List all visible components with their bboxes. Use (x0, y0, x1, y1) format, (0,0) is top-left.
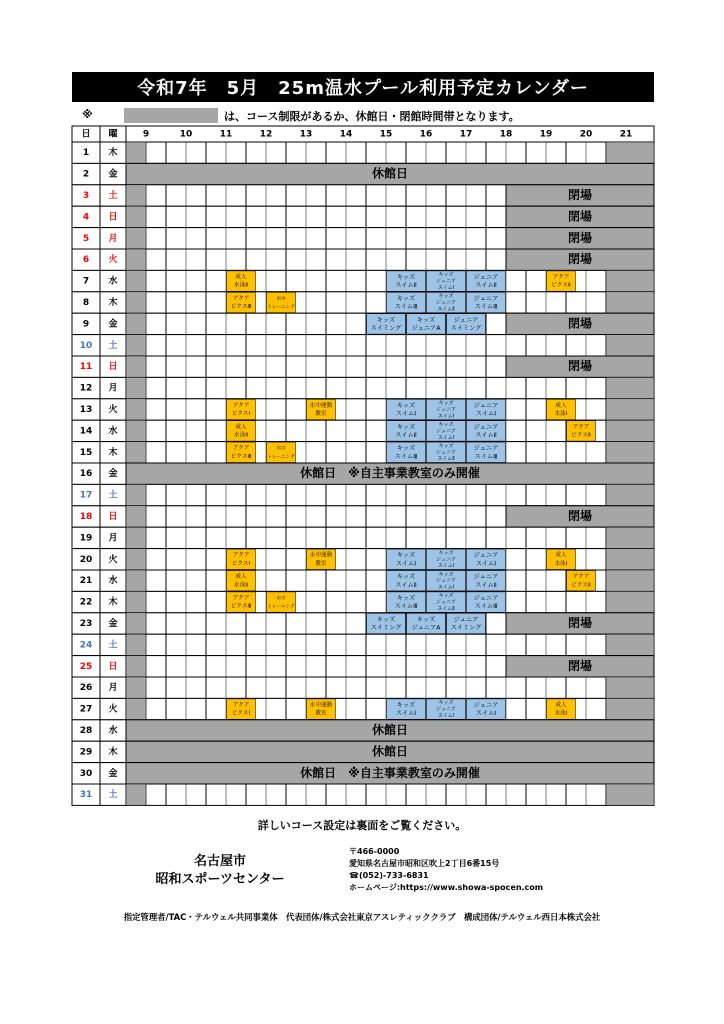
class-label: ジュニア (473, 274, 499, 281)
calendar-row (72, 591, 654, 612)
class-label: スイムⅡ (475, 581, 497, 589)
weekday-label: 月 (108, 533, 118, 544)
class-label: 成人 (235, 574, 247, 581)
closed-day-label: 休館日 (371, 744, 409, 759)
closed-day-label: 休館日 ※自主事業教室のみ開催 (300, 466, 480, 481)
class-label: スイムⅡ (437, 606, 455, 612)
calendar-row (72, 377, 654, 398)
weekday-label: 土 (108, 191, 118, 201)
day-number: 10 (79, 340, 93, 351)
day-number: 29 (79, 747, 93, 758)
homepage-link[interactable]: ホームページ:https://www.showa-spocen.com (349, 883, 544, 892)
class-label: 水泳Ⅱ (234, 432, 248, 439)
weekday-label: 土 (108, 340, 118, 351)
class-label: スイムⅠ (437, 563, 455, 570)
header-hour: 14 (339, 129, 353, 140)
day-number: 25 (79, 661, 93, 672)
weekday-label: 日 (108, 362, 118, 373)
class-label: 成人 (555, 402, 567, 409)
class-label: トレーニング (267, 454, 295, 460)
class-label: 成人 (235, 424, 247, 431)
class-label: ジュニアA (411, 624, 441, 632)
class-label: ジュニア (453, 316, 479, 324)
weekday-label: 木 (108, 447, 118, 458)
header-hour: 13 (299, 129, 313, 140)
closed-day-label: 休館日 ※自主事業教室のみ開催 (300, 765, 480, 780)
class-label: スイムⅠ (395, 410, 417, 418)
header-row (72, 126, 654, 142)
class-label: キッズ (396, 402, 416, 410)
class-label: ジュニア (436, 578, 456, 585)
class-label: スイミング (370, 624, 402, 632)
class-label: キッズ (438, 550, 454, 557)
address-block (349, 846, 543, 894)
calendar-row (72, 677, 654, 698)
weekday-label: 金 (108, 469, 118, 480)
header-weekday: 曜 (108, 129, 118, 140)
evening-closed-label: 閉場 (567, 188, 593, 202)
weekday-label: 日 (108, 512, 118, 522)
class-label: アクア (572, 424, 590, 431)
day-number: 13 (79, 405, 93, 415)
class-label: キッズ (396, 595, 416, 602)
day-number: 23 (79, 619, 93, 629)
weekday-label: 火 (108, 255, 118, 266)
class-label: アクア (572, 574, 590, 581)
class-label: ビクスⅠ (231, 411, 251, 418)
restricted-slot (606, 527, 654, 548)
street-address: 愛知県名古屋市昭和区吹上2丁目6番15号 (349, 859, 500, 868)
weekday-label: 火 (108, 704, 118, 715)
class-label: スイムⅠ (395, 560, 417, 568)
class-label: アクア (232, 295, 250, 302)
day-number: 18 (79, 512, 93, 522)
class-label: ジュニア (453, 616, 479, 624)
class-label: 水泳Ⅰ (554, 710, 568, 717)
class-label: スイムⅠ (437, 584, 455, 591)
calendar-row (72, 527, 654, 548)
class-label: ジュニア (473, 423, 499, 431)
class-label: アクア (232, 595, 250, 602)
restricted-slot (606, 292, 654, 313)
class-label: スイムⅡ (395, 581, 417, 589)
restricted-slot (126, 634, 146, 655)
class-label: 水中運動 (309, 552, 333, 559)
restricted-slot (126, 570, 146, 591)
class-label: ビクスⅢ (230, 304, 252, 311)
class-label: キッズ (396, 274, 416, 281)
day-number: 3 (82, 191, 90, 201)
class-label: スイムⅡ (395, 432, 417, 439)
class-label: スイムⅡ (395, 282, 417, 290)
weekday-label: 木 (108, 597, 118, 608)
calendar-row (72, 634, 654, 655)
restricted-slot (606, 698, 654, 719)
restricted-slot (126, 677, 146, 698)
evening-closed-label: 閉場 (567, 316, 593, 331)
weekday-label: 月 (108, 383, 118, 394)
restricted-slot (606, 634, 654, 655)
class-label: スイミング (450, 325, 482, 332)
class-label: アクア (232, 402, 250, 409)
restricted-slot (606, 399, 654, 420)
day-number: 2 (82, 169, 90, 180)
weekday-label: 日 (108, 661, 118, 672)
evening-closed-label: 閉場 (567, 658, 593, 673)
class-label: スイミング (370, 325, 402, 332)
calendar-row (72, 442, 654, 463)
day-number: 4 (82, 212, 90, 223)
class-label: アクア (232, 445, 250, 452)
header-day: 日 (81, 129, 91, 140)
class-label: キッズ (376, 316, 396, 324)
calendar-row (72, 335, 654, 356)
day-number: 17 (79, 490, 93, 501)
class-label: キッズ (438, 571, 454, 578)
class-label: アクア (552, 274, 570, 281)
restricted-slot (606, 335, 654, 356)
weekday-label: 木 (108, 148, 118, 159)
weekday-label: 火 (108, 405, 118, 415)
class-label: キッズ (396, 423, 416, 431)
evening-closed-label: 閉場 (567, 616, 593, 630)
class-label: 水中運動 (309, 402, 333, 409)
footnote: 詳しいコース設定は裏面をご覧ください。 (257, 819, 467, 832)
class-label: ジュニア (436, 706, 456, 713)
class-label: アクア (232, 702, 250, 709)
class-label: ビクスⅠ (231, 560, 251, 567)
day-number: 31 (79, 790, 93, 801)
restricted-slot (126, 335, 146, 356)
weekday-label: 金 (108, 319, 118, 330)
weekday-label: 土 (108, 790, 118, 801)
weekday-label: 金 (108, 169, 118, 180)
org-facility: 昭和スポーツセンター (155, 872, 285, 887)
class-label: ジュニア (473, 573, 499, 581)
class-label: キッズ (438, 443, 454, 450)
weekday-label: 月 (108, 683, 118, 694)
class-label: 水泳Ⅱ (234, 582, 248, 589)
restricted-slot (606, 570, 654, 591)
restricted-slot (126, 506, 146, 527)
restricted-slot (126, 420, 146, 441)
class-label: 教室 (315, 411, 327, 418)
page-title: 令和7年 5月 25m温水プール利用予定カレンダー (72, 72, 654, 102)
class-label: スイムⅡ (475, 432, 497, 439)
calendar-row (72, 484, 654, 505)
day-number: 1 (82, 148, 90, 159)
day-number: 12 (79, 383, 93, 394)
closed-day-label: 休館日 (371, 723, 409, 737)
class-label: ジュニア (473, 402, 499, 410)
management-credits: 指定管理者/TAC・テルウェル共同事業体 代表団体/株式会社東京アスレティッククラブ 構成団体/テルウェル西日本株式会社 (123, 912, 601, 922)
day-number: 14 (79, 426, 93, 437)
class-label: ビクスⅡ (551, 282, 571, 289)
class-label: 水中運動 (309, 702, 333, 709)
class-label: ビクスⅡ (571, 432, 591, 439)
restricted-slot (126, 784, 146, 805)
restricted-slot (606, 442, 654, 463)
restricted-slot (126, 292, 146, 313)
restricted-slot (126, 185, 146, 206)
day-number: 8 (82, 298, 90, 308)
weekday-label: 水 (108, 576, 118, 587)
day-number: 9 (82, 319, 90, 330)
restricted-slot (126, 442, 146, 463)
header-hour: 12 (259, 129, 273, 140)
header-hour: 9 (142, 129, 150, 140)
class-label: ジュニア (436, 278, 456, 285)
class-label: キッズ (416, 316, 436, 324)
class-label: ジュニア (473, 595, 499, 602)
class-label: キッズ (396, 295, 416, 303)
weekday-label: 土 (108, 640, 118, 651)
day-number: 26 (79, 683, 93, 694)
class-label: スイムⅠ (437, 434, 455, 441)
class-label: ジュニア (436, 449, 456, 456)
class-label: スイムⅠ (437, 413, 455, 420)
class-label: ジュニア (436, 300, 456, 306)
class-label: スイミング (450, 624, 482, 632)
note-mark: ※ (82, 108, 93, 121)
class-label: ジュニア (473, 702, 499, 709)
phone-number: ☎(052)-733-6831 (349, 871, 429, 880)
header-hour: 21 (619, 129, 633, 140)
day-number: 21 (79, 576, 93, 587)
class-label: スイムⅠ (475, 410, 497, 418)
class-label: キッズ (396, 573, 416, 581)
class-label: スイムⅠ (475, 710, 497, 718)
class-label: 教室 (315, 560, 327, 567)
organization-name (130, 853, 310, 889)
restricted-slot (126, 356, 146, 377)
evening-closed-label: 閉場 (567, 230, 593, 245)
weekday-label: 火 (108, 554, 118, 565)
day-number: 11 (79, 362, 93, 373)
day-number: 28 (79, 726, 93, 736)
restricted-slot (126, 484, 146, 505)
header-hour: 17 (459, 129, 473, 140)
class-label: ビクスⅡ (571, 582, 591, 589)
class-label: ビクスⅢ (230, 453, 252, 460)
header-hour: 10 (179, 129, 193, 140)
restricted-slot (126, 399, 146, 420)
calendar-row (72, 142, 654, 163)
class-label: スイムⅢ (474, 303, 498, 311)
restricted-slot (606, 549, 654, 570)
evening-closed-label: 閉場 (567, 209, 593, 224)
calendar-row (72, 292, 654, 313)
class-label: スイムⅠ (437, 713, 455, 719)
class-label: キッズ (396, 702, 416, 709)
day-number: 15 (79, 447, 93, 458)
class-label: キッズ (438, 422, 454, 428)
class-label: 水泳Ⅰ (554, 411, 568, 418)
class-label: キッズ (438, 272, 454, 279)
restricted-slot (126, 270, 146, 291)
header-hour: 18 (499, 129, 513, 140)
class-label: 成人 (555, 702, 567, 709)
class-label: ジュニア (473, 295, 499, 303)
class-label: キッズ (438, 293, 454, 300)
restricted-slot (606, 377, 654, 398)
class-label: ビクスⅠ (231, 710, 251, 717)
class-label: 成人 (235, 274, 247, 281)
day-number: 24 (79, 640, 93, 651)
class-label: 成人 (555, 552, 567, 559)
class-label: ジュニア (436, 407, 456, 413)
day-number: 5 (82, 233, 90, 244)
weekday-label: 金 (108, 768, 118, 779)
restricted-slot (606, 591, 654, 612)
class-label: スイムⅠ (395, 710, 417, 718)
class-label: アクア (232, 552, 250, 559)
day-number: 22 (79, 597, 93, 608)
class-label: スイムⅡ (437, 306, 455, 313)
weekday-label: 月 (108, 233, 118, 244)
day-number: 19 (79, 533, 93, 544)
evening-closed-label: 閉場 (567, 509, 593, 523)
class-label: トレーニング (267, 604, 295, 610)
restricted-slot (126, 249, 146, 270)
class-label: ジュニア (473, 552, 499, 560)
note-text: は、コース制限があるか、休館日・閉館時間帯となります。 (224, 110, 520, 123)
class-label: トレーニング (267, 305, 295, 311)
class-label: キッズ (396, 552, 416, 560)
class-label: キッズ (438, 593, 454, 600)
weekday-label: 金 (108, 619, 118, 629)
header-hour: 15 (379, 129, 393, 140)
restricted-slot (126, 549, 146, 570)
weekday-label: 木 (108, 747, 118, 758)
class-label: ジュニアA (411, 325, 441, 332)
header-hour: 20 (579, 129, 593, 140)
weekday-label: 水 (108, 426, 118, 437)
header-hour: 11 (219, 129, 233, 140)
closed-day-label: 休館日 (371, 166, 409, 181)
restricted-slot (126, 613, 146, 634)
day-number: 7 (82, 276, 90, 287)
class-label: ジュニア (473, 445, 499, 453)
class-label: スイムⅢ (394, 303, 418, 311)
class-label: ビクスⅢ (230, 603, 252, 610)
restricted-slot (606, 677, 654, 698)
restricted-slot (126, 656, 146, 677)
restricted-slot (126, 228, 146, 249)
evening-closed-label: 閉場 (567, 359, 593, 374)
day-number: 6 (82, 255, 90, 266)
class-label: キッズ (396, 445, 416, 453)
class-label: スイムⅡ (475, 282, 497, 290)
restricted-slot (606, 484, 654, 505)
calendar-row (72, 784, 654, 805)
class-label: スイムⅠ (475, 560, 497, 568)
evening-closed-label: 閉場 (567, 252, 593, 267)
class-label: ジュニア (436, 428, 456, 435)
restricted-slot (126, 591, 146, 612)
restricted-slot (126, 527, 146, 548)
class-label: スイムⅢ (394, 603, 418, 611)
day-number: 20 (79, 554, 93, 565)
class-label: キッズ (438, 700, 454, 707)
org-city: 名古屋市 (193, 854, 246, 869)
weekday-label: 日 (108, 212, 118, 223)
restricted-slot (126, 698, 146, 719)
class-label: キッズ (438, 400, 454, 407)
restricted-slot (126, 377, 146, 398)
class-label: 教室 (315, 710, 327, 717)
header-hour: 16 (419, 129, 433, 140)
class-label: ジュニア (436, 599, 456, 606)
restricted-slot (126, 313, 146, 334)
weekday-label: 土 (108, 490, 118, 501)
weekday-label: 木 (108, 298, 118, 308)
class-label: キッズ (416, 616, 436, 624)
day-number: 16 (79, 469, 93, 480)
weekday-label: 水 (108, 726, 118, 736)
class-label: キッズ (376, 616, 396, 624)
class-label: 水中 (276, 296, 286, 302)
restricted-slot (606, 784, 654, 805)
class-label: 水泳Ⅱ (234, 282, 248, 289)
restricted-slot (606, 142, 654, 163)
restricted-slot (126, 206, 146, 227)
class-label: 水泳Ⅰ (554, 560, 568, 567)
class-label: スイムⅢ (474, 453, 498, 461)
class-label: スイムⅢ (474, 603, 498, 611)
header-hour: 19 (539, 129, 553, 140)
class-label: 水中 (276, 446, 286, 452)
class-label: スイムⅡ (437, 456, 455, 463)
restricted-slot (606, 270, 654, 291)
class-label: スイムⅢ (394, 453, 418, 461)
postal-code: 〒466-0000 (349, 847, 400, 856)
restricted-slot (606, 420, 654, 441)
class-label: 水中 (276, 596, 286, 602)
restricted-slot (126, 142, 146, 163)
class-label: スイムⅠ (437, 285, 455, 291)
class-label: ジュニア (436, 556, 456, 563)
day-number: 30 (79, 768, 93, 779)
day-number: 27 (79, 704, 93, 715)
weekday-label: 水 (108, 276, 118, 287)
